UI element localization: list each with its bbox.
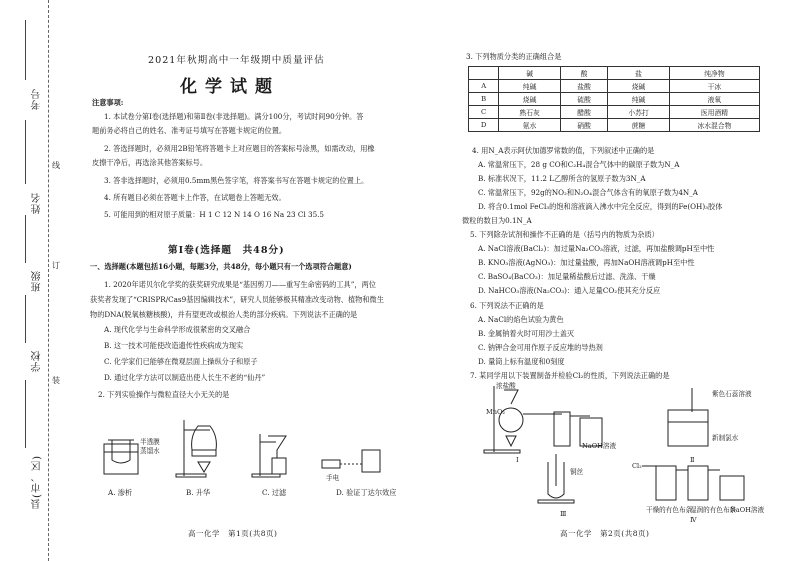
q1-stem: 物的DNA(脱氧核糖核酸)，并有望更改或根治人类的部分疾病。下列说法不正确的是	[90, 310, 358, 319]
q5-line: D. NaHCO₃溶液(Na₂CO₃)：通入足量CO₂使其充分反应	[478, 286, 661, 295]
apparatus-3	[538, 454, 574, 503]
q7-roman: Ⅱ	[690, 456, 695, 464]
table-cell: 小苏打	[608, 106, 670, 119]
field-line	[25, 120, 26, 184]
table-row	[469, 119, 760, 132]
note-line: 2. 答选择题时，必须用2B铅笔将答题卡上对应题目的答案标号涂黑，如需改动，用橡	[104, 144, 375, 153]
q2-stem: 2. 下列实验操作与微粒直径大小无关的是	[98, 390, 230, 399]
q2-option-b: B. 升华	[186, 488, 211, 497]
table-cell: 硝酸	[560, 119, 607, 132]
table-row	[469, 93, 760, 106]
part1-title: 第Ⅰ卷(选择题 共48分)	[168, 245, 285, 256]
q7-label: Cl₂	[632, 462, 642, 470]
table-cell: 氨水	[499, 119, 561, 132]
field-county: 县(市、区)	[32, 455, 43, 509]
q5-line: A. NaCl溶液(BaCl₂)：加过量Na₂CO₃溶液，过滤，再加盐酸调pH至中性	[478, 244, 715, 253]
footer-right: 高一化学 第2页(共8页)	[560, 529, 650, 538]
table-cell: 纯碱	[499, 80, 561, 93]
q1-stem: 获奖者发现了“CRISPR/Cas9基因编辑技术”，研究人员能够极其精准改变动物、植物和微生	[90, 295, 384, 304]
q7-label: NaOH溶液	[582, 442, 617, 450]
table-cell: B	[469, 93, 499, 106]
q6-line: A. NaCl的焰色试验为黄色	[478, 315, 564, 324]
note-line: 1. 本试卷分第Ⅰ卷(选择题)和第Ⅱ卷(非选择题)。满分100分，考试时间90分钟。答	[104, 112, 364, 121]
table-header: 酸	[560, 67, 607, 80]
table-cell: 烧碱	[608, 80, 670, 93]
table-cell: 熟石灰	[499, 106, 561, 119]
q7-roman: Ⅰ	[516, 456, 519, 464]
binding-margin	[0, 0, 58, 561]
table-cell: 烧碱	[499, 93, 561, 106]
q1-option-d: D. 通过化学方法可以制造出使人长生不老的“仙丹”	[104, 373, 266, 382]
table-cell: 干冰	[669, 80, 759, 93]
note-line: 3. 答非选择题时，必须用0.5mm黑色签字笔，将答案书写在答题卡规定的位置上。	[104, 176, 369, 185]
seal-mark: 订	[52, 261, 60, 270]
field-class: 班级	[32, 270, 43, 292]
q7-apparatus	[470, 382, 770, 512]
dialysis-figure	[104, 440, 138, 474]
tyndall-figure	[322, 450, 380, 472]
table-cell: D	[469, 119, 499, 132]
table-cell: 蔗糖	[608, 119, 670, 132]
table-cell: 纯碱	[608, 93, 670, 106]
q7-stem: 7. 某同学用以下装置制备并检验Cl₂的性质，下列说法正确的是	[470, 371, 670, 380]
q7-label: NaOH溶液	[730, 506, 765, 514]
q7-label: 湿润的有色布条	[690, 506, 737, 514]
exam-title: 化学试题	[180, 77, 280, 97]
note-line: 4. 所有题目必须在答题卡上作答，在试题卷上答题无效。	[104, 193, 286, 202]
table-cell: 液氧	[669, 93, 759, 106]
filtration-figure	[252, 434, 286, 477]
q2-option-c: C. 过滤	[262, 488, 287, 497]
apparatus-2	[668, 388, 708, 446]
q2-laser-label: 手电	[326, 474, 340, 482]
field-name: 姓名	[32, 192, 43, 214]
q3-stem: 3. 下列物质分类的正确组合是	[466, 52, 562, 61]
seal-mark: 线	[52, 161, 60, 170]
table-header: 纯净物	[669, 67, 759, 80]
table-header: 碱	[499, 67, 561, 80]
q1-stem: 1. 2020年诺贝尔化学奖的获奖研究成果是“基因剪刀——重写生命密码的工具”，两位	[104, 280, 376, 289]
q6-line: C. 钠钾合金可用作原子反应堆的导热剂	[478, 343, 603, 352]
q7-roman: Ⅲ	[560, 510, 567, 518]
table-header: 盐	[608, 67, 670, 80]
q5-line: B. KNO₃溶液(AgNO₃)：加过量盐酸，再加NaOH溶液调pH至中性	[478, 258, 695, 267]
q2-option-a: A. 渗析	[108, 488, 133, 497]
field-school: 学校	[32, 350, 43, 372]
table-cell: C	[469, 106, 499, 119]
q1-option-c: C. 化学家们已能够在微观层面上操纵分子和原子	[104, 357, 258, 366]
q7-label: 干燥的有色布条	[646, 506, 693, 514]
table-cell: 盐酸	[560, 80, 607, 93]
q7-label: 紫色石蕊溶液	[712, 390, 752, 398]
q4-line: D. 将含0.1mol FeCl₃的饱和溶液滴入沸水中完全反应，得到的Fe(OH)₃胶体	[478, 202, 723, 211]
table-row	[469, 106, 760, 119]
q6-line: B. 金属钠着火时可用沙土盖灭	[478, 329, 575, 338]
note-line: 5. 可能用到的相对原子质量：H 1 C 12 N 14 O 16 Na 23 Cl 35.5	[104, 210, 325, 219]
q1-option-a: A. 现代化学与生命科学形成很紧密的交叉融合	[104, 325, 251, 334]
q6-line: 6. 下列说法不正确的是	[470, 301, 544, 310]
table-cell: 冰水混合物	[669, 119, 759, 132]
table-row	[469, 80, 760, 93]
footer-left: 高一化学 第1页(共8页)	[188, 529, 278, 538]
q4-line: A. 常温常压下，28 g CO和C₂H₄混合气体中的碳原子数为N_A	[478, 160, 680, 169]
q1-option-b: B. 这一技术可能使改造遗传性疾病成为现实	[104, 341, 244, 350]
table-cell: 硫酸	[560, 93, 607, 106]
table-cell: 醋酸	[560, 106, 607, 119]
q7-label: 浓盐酸	[496, 382, 516, 390]
q6-line: D. 量筒上标有温度和0刻度	[478, 357, 565, 366]
apparatus-4	[642, 466, 744, 500]
q7-label: 新制氯水	[712, 434, 739, 442]
table-header-row	[469, 67, 760, 80]
cut-line	[48, 0, 49, 561]
notes-heading: 注意事项:	[92, 98, 124, 107]
part1-instruction: 一、选择题(本题包括16小题，每题3分，共48分，每小题只有一个选项符合题意)	[90, 262, 352, 271]
table-cell: 医用酒精	[669, 106, 759, 119]
q3-table	[468, 66, 760, 132]
q7-label: 铜丝	[570, 468, 584, 476]
table-cell: A	[469, 80, 499, 93]
q2-fig-label: 蒸馏水	[140, 447, 160, 455]
q2-fig-label: 半透膜	[140, 438, 160, 446]
field-line	[25, 215, 26, 263]
field-line	[25, 380, 26, 448]
q4-line: B. 标准状况下，11.2 L乙醇所含的氢原子数为3N_A	[478, 174, 646, 183]
field-line	[25, 295, 26, 343]
exam-subtitle: 2021年秋期高中一年级期中质量评估	[148, 55, 325, 66]
q2-option-d: D. 验证丁达尔效应	[336, 488, 397, 497]
q5-line: C. BaSO₄(BaCO₃)：加足量稀盐酸后过滤、洗涤、干燥	[478, 272, 656, 281]
q4-line: 微粒的数目为0.1N_A	[462, 216, 532, 225]
q5-line: 5. 下列除杂试剂和操作不正确的是（括号内的物质为杂质）	[470, 230, 659, 239]
seal-mark: 装	[52, 376, 60, 385]
note-line: 皮擦干净后，再选涂其他答案标号。	[92, 158, 208, 167]
q4-line: 4. 用N_A表示阿伏加德罗常数的值，下列叙述中正确的是	[472, 146, 655, 155]
q4-line: C. 常温常压下，92g的NO₂和N₂O₄混合气体含有的氧原子数为4N_A	[478, 188, 698, 197]
sublimation-figure	[176, 420, 216, 477]
q7-label: MnO₂	[486, 408, 506, 416]
note-line: 题前务必将自己的姓名、准考证号填写在答题卡规定的位置。	[92, 126, 287, 135]
table-header	[469, 67, 499, 80]
field-exam-number: 考号	[32, 88, 43, 110]
q7-roman: Ⅳ	[690, 516, 697, 524]
field-line	[25, 20, 26, 80]
